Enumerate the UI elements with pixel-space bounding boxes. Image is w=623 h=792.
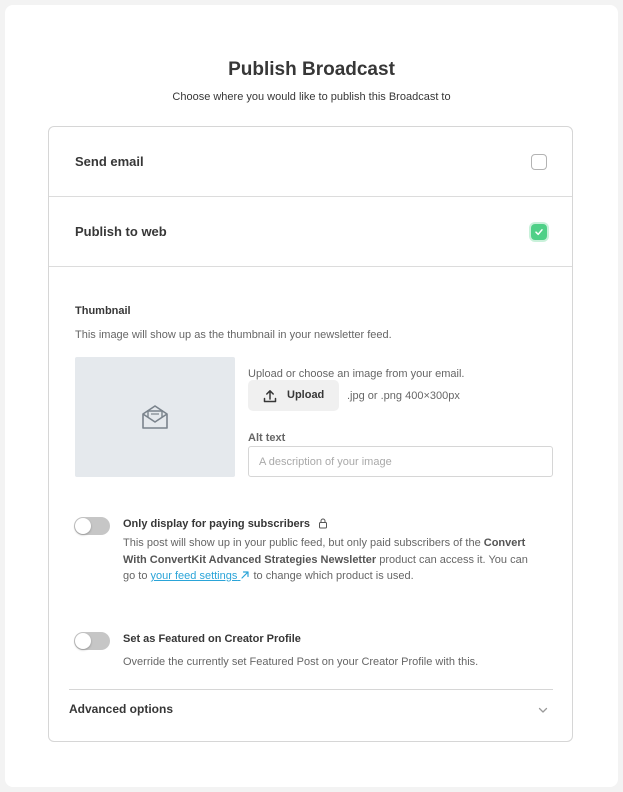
paying-subscribers-description: This post will show up in your public feed, but only paid subscribers of the Convert With ConvertKit Advanced Strategies Newsletter product can access it. You can go to your feed settings to change which product is used. <box>123 537 528 582</box>
publish-broadcast-dialog <box>5 5 618 787</box>
send-email-label: Send email <box>75 154 144 169</box>
page-subtitle: Choose where you would like to publish this Broadcast to <box>172 91 451 103</box>
upload-button-label: Upload <box>287 389 325 401</box>
page-title: Publish Broadcast <box>228 59 395 80</box>
publish-web-label: Publish to web <box>75 224 167 239</box>
toggle-knob <box>75 633 91 649</box>
external-arrow-icon <box>240 570 250 580</box>
thumbnail-preview[interactable] <box>75 357 235 477</box>
alt-text-label: Alt text <box>248 432 286 444</box>
check-icon <box>534 227 544 237</box>
paying-subscribers-title: Only display for paying subscribers <box>123 517 329 530</box>
upload-icon <box>263 389 277 403</box>
feed-settings-link[interactable]: your feed settings <box>151 570 251 582</box>
publish-web-row[interactable] <box>49 197 572 267</box>
envelope-open-icon <box>140 402 170 432</box>
divider <box>69 689 553 690</box>
featured-profile-toggle[interactable] <box>74 632 110 650</box>
thumbnail-description: This image will show up as the thumbnail in your newsletter feed. <box>75 329 392 341</box>
publish-web-checkbox[interactable] <box>531 224 547 240</box>
featured-profile-title: Set as Featured on Creator Profile <box>123 633 301 645</box>
featured-profile-description: Override the currently set Featured Post on your Creator Profile with this. <box>123 656 479 668</box>
paying-subscribers-toggle[interactable] <box>74 517 110 535</box>
advanced-options-toggle[interactable]: Advanced options <box>69 702 174 716</box>
product-name: Convert With ConvertKit Advanced Strategies Newsletter <box>123 537 526 566</box>
upload-hint: Upload or choose an image from your email. <box>248 368 465 380</box>
upload-button[interactable] <box>248 380 339 411</box>
publish-options-card <box>48 126 573 742</box>
send-email-checkbox[interactable] <box>531 154 547 170</box>
alt-text-input[interactable] <box>248 446 553 477</box>
upload-formats: .jpg or .png 400×300px <box>347 390 460 402</box>
chevron-down-icon[interactable] <box>537 704 549 716</box>
lock-icon <box>317 517 329 529</box>
toggle-knob <box>75 518 91 534</box>
thumbnail-title: Thumbnail <box>75 305 131 317</box>
send-email-row[interactable] <box>49 127 572 197</box>
